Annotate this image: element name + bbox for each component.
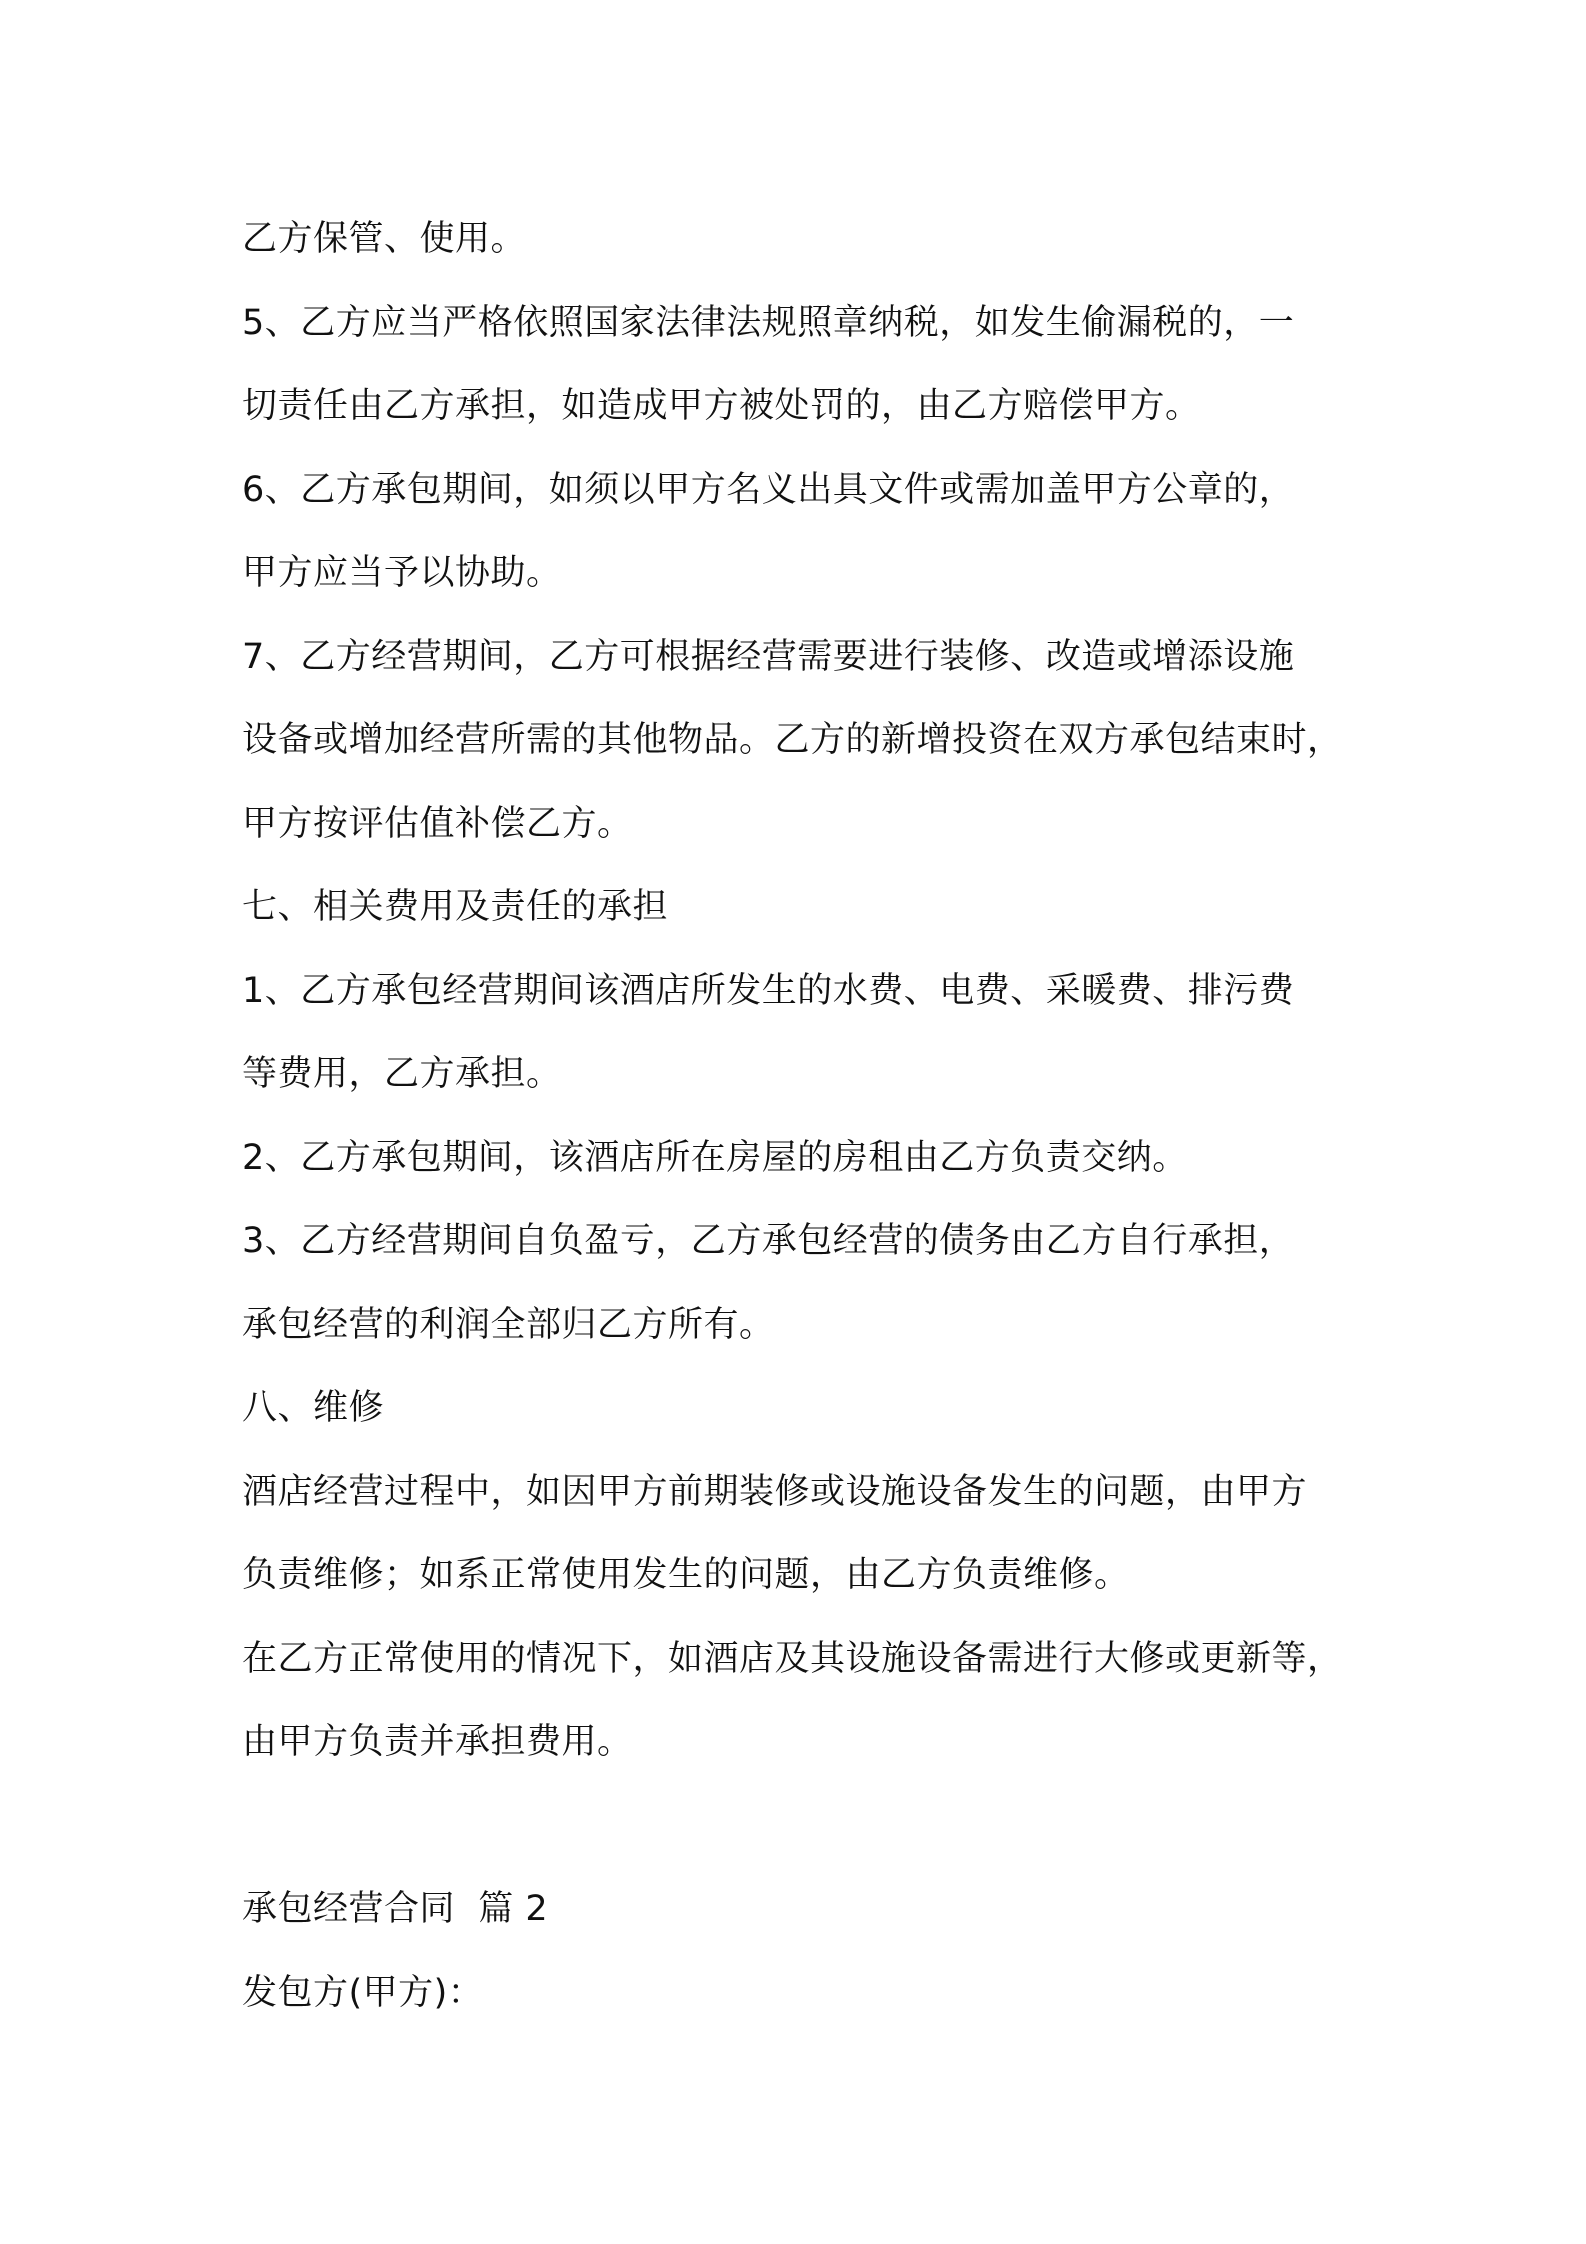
- paragraph-line: 1、乙方承包经营期间该酒店所发生的水费、电费、采暖费、排污费: [242, 970, 1295, 1011]
- paragraph-line: 7、乙方经营期间，乙方可根据经营需要进行装修、改造或增添设施: [242, 636, 1295, 677]
- paragraph-line: 乙方保管、使用。: [242, 219, 527, 259]
- paragraph-line: 5、乙方应当严格依照国家法律法规照章纳税，如发生偷漏税的，一: [242, 302, 1295, 343]
- blank-spacer: [242, 1785, 1382, 1869]
- paragraph-line: 承包经营的利润全部归乙方所有。: [242, 1304, 775, 1345]
- paragraph-line: 酒店经营过程中，如因甲方前期装修或设施设备发生的问题，由甲方: [242, 1471, 1308, 1512]
- paragraph-line: 甲方按评估值补偿乙方。: [242, 803, 633, 844]
- contract-text-body: [242, 198, 1382, 2035]
- section-heading: 八、维修: [242, 1388, 385, 1428]
- paragraph-line: 切责任由乙方承担，如造成甲方被处罚的，由乙方赔偿甲方。: [242, 386, 1201, 426]
- paragraph-line: 3、乙方经营期间自负盈亏，乙方承包经营的债务由乙方自行承担，: [242, 1221, 1295, 1261]
- contracting-party-label: 发包方(甲方)：: [242, 1972, 484, 2013]
- section-heading: 七、相关费用及责任的承担: [242, 887, 669, 927]
- paragraph-line: 由甲方负责并承担费用。: [242, 1722, 633, 1762]
- paragraph-line: 设备或增加经营所需的其他物品。乙方的新增投资在双方承包结束时，: [242, 720, 1343, 760]
- paragraph-line: 在乙方正常使用的情况下，如酒店及其设施设备需进行大修或更新等，: [242, 1638, 1343, 1679]
- paragraph-line: 甲方应当予以协助。: [242, 553, 562, 593]
- paragraph-line: 6、乙方承包期间，如须以甲方名义出具文件或需加盖甲方公章的，: [242, 469, 1295, 510]
- paragraph-line: 等费用，乙方承担。: [242, 1054, 562, 1094]
- contract-section-title: 承包经营合同 篇 2: [242, 1889, 549, 1929]
- paragraph-line: 2、乙方承包期间，该酒店所在房屋的房租由乙方负责交纳。: [242, 1137, 1188, 1178]
- paragraph-line: 负责维修；如系正常使用发生的问题，由乙方负责维修。: [242, 1555, 1130, 1595]
